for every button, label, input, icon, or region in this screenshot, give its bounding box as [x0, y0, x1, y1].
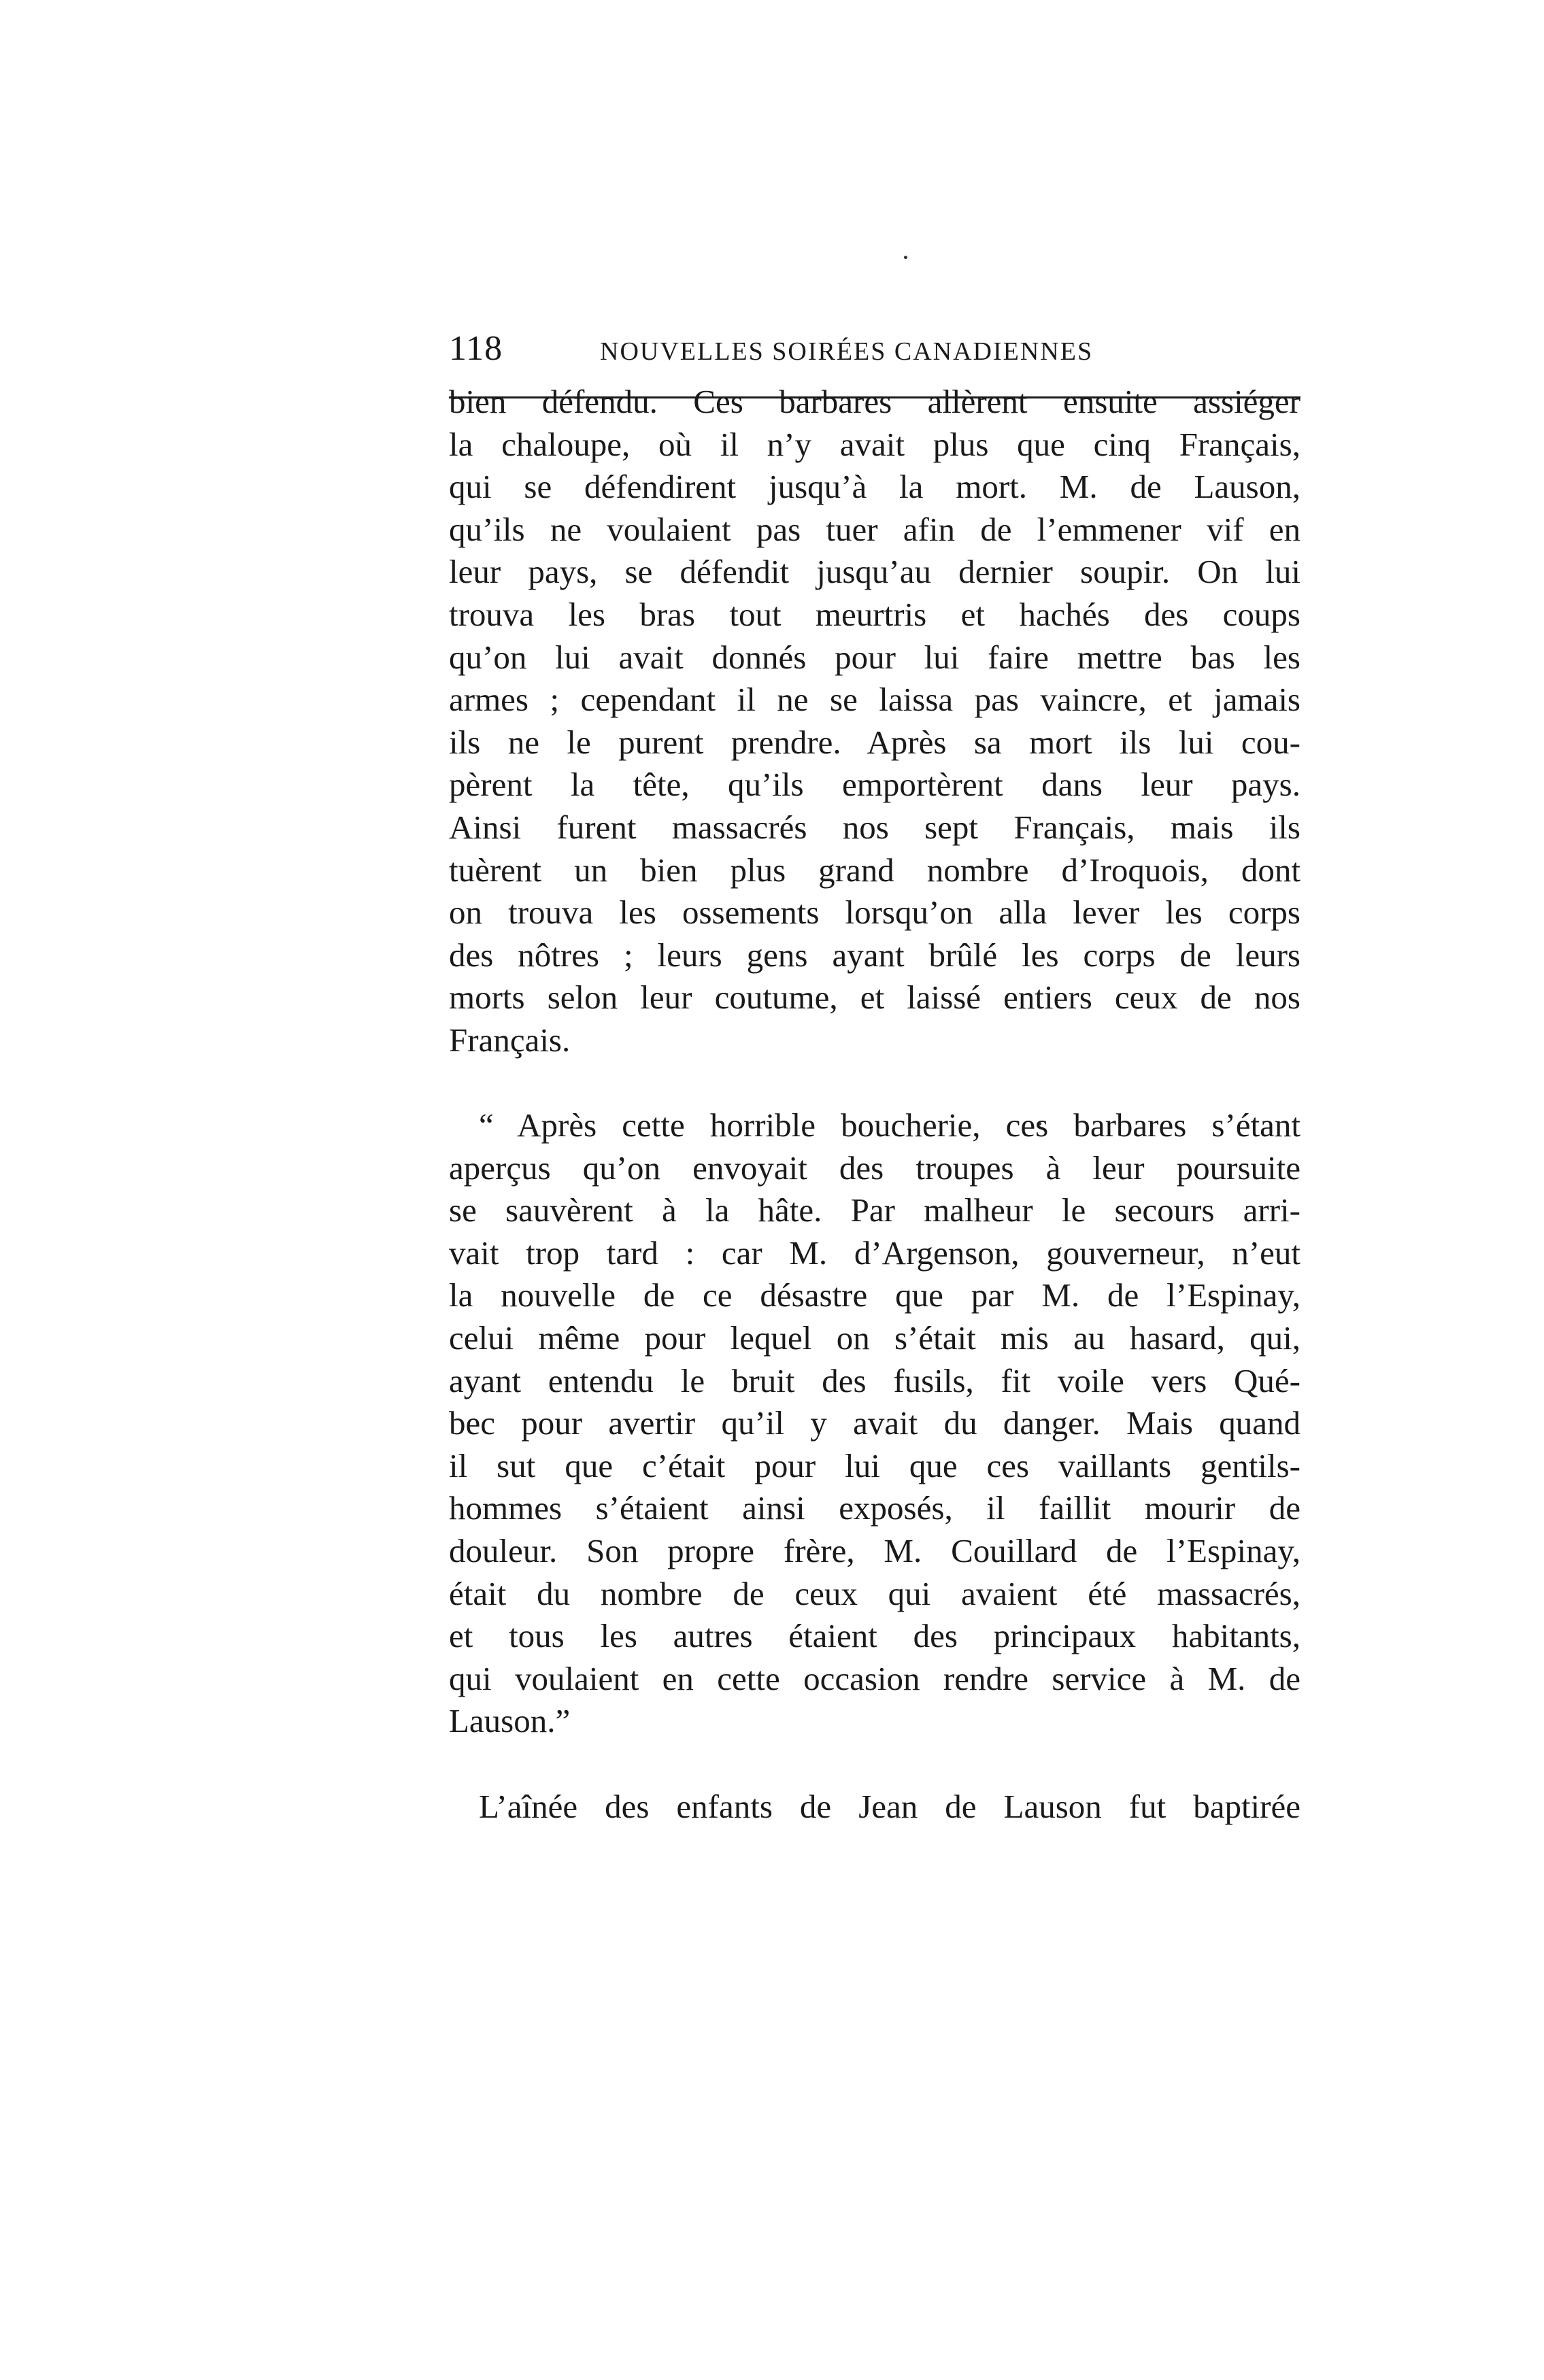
- paragraph-gap: [449, 1062, 1300, 1105]
- text-line: douleur. Son propre frère, M. Couillard de l’Espinay,: [449, 1532, 1300, 1570]
- text-line: celui même pour lequel on s’était mis au hasard, qui,: [449, 1319, 1300, 1357]
- page-number: 118: [449, 329, 503, 368]
- print-speck: [904, 256, 907, 259]
- text-line: L’aînée des enfants de Jean de Lauson fut baptirée: [479, 1787, 1300, 1825]
- paragraph-1: [449, 381, 1300, 1062]
- text-line: on trouva les ossements lorsqu’on alla lever les corps: [449, 894, 1300, 932]
- text-line: hommes s’étaient ainsi exposés, il faillit mourir de: [449, 1489, 1300, 1527]
- text-line: la chaloupe, où il n’y avait plus que cinq Français,: [449, 425, 1300, 463]
- paragraph-2: [449, 1104, 1300, 1743]
- text-line: ils ne le purent prendre. Après sa mort ils lui cou-: [449, 723, 1300, 761]
- text-line: qui se défendirent jusqu’à la mort. M. de Lauson,: [449, 468, 1300, 506]
- text-line: se sauvèrent à la hâte. Par malheur le secours arri-: [449, 1191, 1300, 1229]
- text-line: bien défendu. Ces barbares allèrent ensuite assiéger: [449, 383, 1300, 420]
- text-line: il sut que c’était pour lui que ces vaillants gentils-: [449, 1446, 1300, 1484]
- text-line: vait trop tard : car M. d’Argenson, gouverneur, n’eut: [449, 1234, 1300, 1272]
- paragraph-3: [449, 1786, 1300, 1829]
- text-line: ayant entendu le bruit des fusils, fit voile vers Qué-: [449, 1361, 1300, 1399]
- text-line: qui voulaient en cette occasion rendre service à M. de: [449, 1659, 1300, 1697]
- body-text: [449, 354, 1300, 1828]
- running-title: NOUVELLES SOIRÉES CANADIENNES: [600, 337, 1094, 366]
- text-line: trouva les bras tout meurtris et hachés des coups: [449, 595, 1300, 633]
- text-line: armes ; cependant il ne se laissa pas vaincre, et jamais: [449, 681, 1300, 719]
- text-top-space: [449, 354, 1300, 381]
- text-line: et tous les autres étaient des principaux habitants,: [449, 1617, 1300, 1655]
- paragraph-gap: [449, 1743, 1300, 1786]
- text-line: était du nombre de ceux qui avaient été massacrés,: [449, 1574, 1300, 1612]
- text-line: Ainsi furent massacrés nos sept Français, mais ils: [449, 808, 1300, 846]
- text-line: Français.: [449, 1021, 571, 1059]
- text-line: qu’on lui avait donnés pour lui faire mettre bas les: [449, 638, 1300, 676]
- text-line: tuèrent un bien plus grand nombre d’Iroquois, dont: [449, 851, 1300, 889]
- text-line: Lauson.”: [449, 1702, 571, 1740]
- text-line: qu’ils ne voulaient pas tuer afin de l’emmener vif en: [449, 510, 1300, 548]
- text-line: bec pour avertir qu’il y avait du danger. Mais quand: [449, 1404, 1300, 1442]
- text-line: morts selon leur coutume, et laissé entiers ceux de nos: [449, 979, 1300, 1017]
- text-line: pèrent la tête, qu’ils emportèrent dans leur pays.: [449, 766, 1300, 804]
- text-line: des nôtres ; leurs gens ayant brûlé les corps de leurs: [449, 936, 1300, 974]
- text-line: la nouvelle de ce désastre que par M. de l’Espinay,: [449, 1276, 1300, 1314]
- text-line: aperçus qu’on envoyait des troupes à leur poursuite: [449, 1149, 1300, 1187]
- text-line: leur pays, se défendit jusqu’au dernier soupir. On lui: [449, 553, 1300, 591]
- text-line: “ Après cette horrible boucherie, ces barbares s’étant: [479, 1106, 1300, 1144]
